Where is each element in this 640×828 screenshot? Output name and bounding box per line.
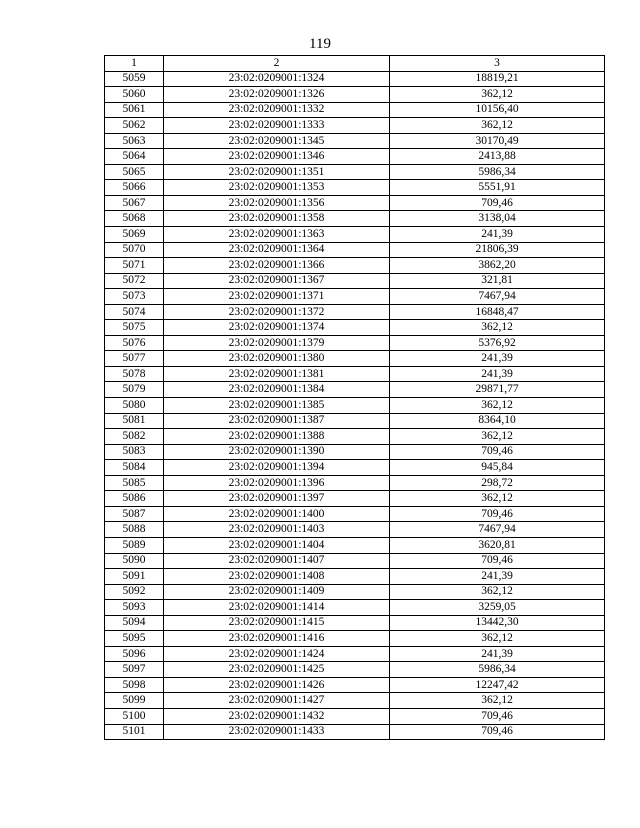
row-number-cell: 5086 bbox=[105, 491, 164, 507]
cadastral-number-cell: 23:02:0209001:1424 bbox=[164, 646, 390, 662]
table-row bbox=[105, 164, 605, 180]
table-row bbox=[105, 600, 605, 616]
table-row bbox=[105, 102, 605, 118]
table-row bbox=[105, 242, 605, 258]
row-number-cell: 5100 bbox=[105, 708, 164, 724]
table-row bbox=[105, 429, 605, 445]
value-cell: 241,39 bbox=[390, 227, 605, 243]
cadastral-number-cell: 23:02:0209001:1324 bbox=[164, 71, 390, 87]
row-number-cell: 5059 bbox=[105, 71, 164, 87]
table-row bbox=[105, 273, 605, 289]
cadastral-number-cell: 23:02:0209001:1414 bbox=[164, 600, 390, 616]
value-cell: 21806,39 bbox=[390, 242, 605, 258]
table-row bbox=[105, 491, 605, 507]
table-row bbox=[105, 631, 605, 647]
row-number-cell: 5073 bbox=[105, 289, 164, 305]
column-header-3: 3 bbox=[390, 56, 605, 72]
cadastral-number-cell: 23:02:0209001:1426 bbox=[164, 677, 390, 693]
table-row bbox=[105, 693, 605, 709]
value-cell: 3138,04 bbox=[390, 211, 605, 227]
cadastral-number-cell: 23:02:0209001:1415 bbox=[164, 615, 390, 631]
row-number-cell: 5081 bbox=[105, 413, 164, 429]
row-number-cell: 5091 bbox=[105, 569, 164, 585]
value-cell: 12247,42 bbox=[390, 677, 605, 693]
row-number-cell: 5092 bbox=[105, 584, 164, 600]
table-row bbox=[105, 413, 605, 429]
cadastral-number-cell: 23:02:0209001:1366 bbox=[164, 258, 390, 274]
value-cell: 362,12 bbox=[390, 320, 605, 336]
cadastral-number-cell: 23:02:0209001:1385 bbox=[164, 398, 390, 414]
cadastral-number-cell: 23:02:0209001:1351 bbox=[164, 164, 390, 180]
value-cell: 7467,94 bbox=[390, 522, 605, 538]
cadastral-number-cell: 23:02:0209001:1433 bbox=[164, 724, 390, 740]
row-number-cell: 5062 bbox=[105, 118, 164, 134]
row-number-cell: 5096 bbox=[105, 646, 164, 662]
table-row bbox=[105, 351, 605, 367]
column-header-1: 1 bbox=[105, 56, 164, 72]
table-header-row bbox=[105, 56, 605, 72]
cadastral-number-cell: 23:02:0209001:1380 bbox=[164, 351, 390, 367]
table-row bbox=[105, 646, 605, 662]
table-row bbox=[105, 320, 605, 336]
cadastral-number-cell: 23:02:0209001:1372 bbox=[164, 304, 390, 320]
row-number-cell: 5088 bbox=[105, 522, 164, 538]
row-number-cell: 5078 bbox=[105, 366, 164, 382]
table-row bbox=[105, 506, 605, 522]
value-cell: 945,84 bbox=[390, 460, 605, 476]
value-cell: 241,39 bbox=[390, 569, 605, 585]
cadastral-number-cell: 23:02:0209001:1432 bbox=[164, 708, 390, 724]
value-cell: 298,72 bbox=[390, 475, 605, 491]
cadastral-number-cell: 23:02:0209001:1390 bbox=[164, 444, 390, 460]
table-row bbox=[105, 118, 605, 134]
table-row bbox=[105, 180, 605, 196]
row-number-cell: 5087 bbox=[105, 506, 164, 522]
value-cell: 10156,40 bbox=[390, 102, 605, 118]
row-number-cell: 5060 bbox=[105, 87, 164, 103]
table-row bbox=[105, 662, 605, 678]
cadastral-number-cell: 23:02:0209001:1353 bbox=[164, 180, 390, 196]
row-number-cell: 5068 bbox=[105, 211, 164, 227]
cadastral-number-cell: 23:02:0209001:1427 bbox=[164, 693, 390, 709]
value-cell: 8364,10 bbox=[390, 413, 605, 429]
row-number-cell: 5063 bbox=[105, 133, 164, 149]
value-cell: 241,39 bbox=[390, 351, 605, 367]
table-row bbox=[105, 258, 605, 274]
value-cell: 709,46 bbox=[390, 724, 605, 740]
table-body bbox=[105, 71, 605, 740]
value-cell: 709,46 bbox=[390, 708, 605, 724]
cadastral-number-cell: 23:02:0209001:1356 bbox=[164, 195, 390, 211]
table-row bbox=[105, 475, 605, 491]
value-cell: 30170,49 bbox=[390, 133, 605, 149]
value-cell: 241,39 bbox=[390, 646, 605, 662]
cadastral-number-cell: 23:02:0209001:1397 bbox=[164, 491, 390, 507]
cadastral-number-cell: 23:02:0209001:1326 bbox=[164, 87, 390, 103]
row-number-cell: 5080 bbox=[105, 398, 164, 414]
table-row bbox=[105, 708, 605, 724]
value-cell: 5551,91 bbox=[390, 180, 605, 196]
value-cell: 709,46 bbox=[390, 444, 605, 460]
row-number-cell: 5094 bbox=[105, 615, 164, 631]
table-row bbox=[105, 304, 605, 320]
table-row bbox=[105, 569, 605, 585]
table-row bbox=[105, 87, 605, 103]
row-number-cell: 5099 bbox=[105, 693, 164, 709]
cadastral-number-cell: 23:02:0209001:1364 bbox=[164, 242, 390, 258]
value-cell: 709,46 bbox=[390, 506, 605, 522]
cadastral-number-cell: 23:02:0209001:1394 bbox=[164, 460, 390, 476]
cadastral-number-cell: 23:02:0209001:1408 bbox=[164, 569, 390, 585]
table-row bbox=[105, 366, 605, 382]
table-row bbox=[105, 149, 605, 165]
cadastral-number-cell: 23:02:0209001:1407 bbox=[164, 553, 390, 569]
row-number-cell: 5074 bbox=[105, 304, 164, 320]
value-cell: 13442,30 bbox=[390, 615, 605, 631]
value-cell: 5986,34 bbox=[390, 662, 605, 678]
column-header-2: 2 bbox=[164, 56, 390, 72]
cadastral-number-cell: 23:02:0209001:1333 bbox=[164, 118, 390, 134]
cadastral-number-cell: 23:02:0209001:1371 bbox=[164, 289, 390, 305]
row-number-cell: 5061 bbox=[105, 102, 164, 118]
value-cell: 362,12 bbox=[390, 398, 605, 414]
value-cell: 5986,34 bbox=[390, 164, 605, 180]
table-row bbox=[105, 553, 605, 569]
value-cell: 18819,21 bbox=[390, 71, 605, 87]
cadastral-number-cell: 23:02:0209001:1384 bbox=[164, 382, 390, 398]
row-number-cell: 5072 bbox=[105, 273, 164, 289]
page-number: 119 bbox=[309, 36, 331, 52]
table-row bbox=[105, 133, 605, 149]
table-row bbox=[105, 537, 605, 553]
value-cell: 362,12 bbox=[390, 631, 605, 647]
row-number-cell: 5089 bbox=[105, 537, 164, 553]
row-number-cell: 5075 bbox=[105, 320, 164, 336]
table-row bbox=[105, 398, 605, 414]
table-row bbox=[105, 227, 605, 243]
cadastral-number-cell: 23:02:0209001:1345 bbox=[164, 133, 390, 149]
row-number-cell: 5082 bbox=[105, 429, 164, 445]
value-cell: 321,81 bbox=[390, 273, 605, 289]
table-row bbox=[105, 460, 605, 476]
table-row bbox=[105, 615, 605, 631]
row-number-cell: 5083 bbox=[105, 444, 164, 460]
row-number-cell: 5093 bbox=[105, 600, 164, 616]
value-cell: 709,46 bbox=[390, 195, 605, 211]
table-row bbox=[105, 335, 605, 351]
table-row bbox=[105, 382, 605, 398]
value-cell: 362,12 bbox=[390, 584, 605, 600]
row-number-cell: 5101 bbox=[105, 724, 164, 740]
row-number-cell: 5067 bbox=[105, 195, 164, 211]
row-number-cell: 5085 bbox=[105, 475, 164, 491]
row-number-cell: 5084 bbox=[105, 460, 164, 476]
row-number-cell: 5064 bbox=[105, 149, 164, 165]
cadastral-number-cell: 23:02:0209001:1404 bbox=[164, 537, 390, 553]
cadastral-number-cell: 23:02:0209001:1396 bbox=[164, 475, 390, 491]
table-row bbox=[105, 195, 605, 211]
cadastral-number-cell: 23:02:0209001:1403 bbox=[164, 522, 390, 538]
row-number-cell: 5069 bbox=[105, 227, 164, 243]
table-row bbox=[105, 211, 605, 227]
value-cell: 2413,88 bbox=[390, 149, 605, 165]
value-cell: 5376,92 bbox=[390, 335, 605, 351]
value-cell: 3259,05 bbox=[390, 600, 605, 616]
table-row bbox=[105, 677, 605, 693]
cadastral-number-cell: 23:02:0209001:1358 bbox=[164, 211, 390, 227]
value-cell: 16848,47 bbox=[390, 304, 605, 320]
cadastral-number-cell: 23:02:0209001:1400 bbox=[164, 506, 390, 522]
row-number-cell: 5095 bbox=[105, 631, 164, 647]
value-cell: 362,12 bbox=[390, 87, 605, 103]
value-cell: 362,12 bbox=[390, 491, 605, 507]
value-cell: 7467,94 bbox=[390, 289, 605, 305]
cadastral-number-cell: 23:02:0209001:1387 bbox=[164, 413, 390, 429]
cadastral-number-cell: 23:02:0209001:1388 bbox=[164, 429, 390, 445]
table-row bbox=[105, 71, 605, 87]
value-cell: 362,12 bbox=[390, 693, 605, 709]
table-row bbox=[105, 522, 605, 538]
value-cell: 241,39 bbox=[390, 366, 605, 382]
cadastral-number-cell: 23:02:0209001:1379 bbox=[164, 335, 390, 351]
cadastral-number-cell: 23:02:0209001:1409 bbox=[164, 584, 390, 600]
value-cell: 3862,20 bbox=[390, 258, 605, 274]
row-number-cell: 5070 bbox=[105, 242, 164, 258]
row-number-cell: 5090 bbox=[105, 553, 164, 569]
cadastral-number-cell: 23:02:0209001:1332 bbox=[164, 102, 390, 118]
cadastral-number-cell: 23:02:0209001:1416 bbox=[164, 631, 390, 647]
value-cell: 709,46 bbox=[390, 553, 605, 569]
value-cell: 362,12 bbox=[390, 118, 605, 134]
cadastral-number-cell: 23:02:0209001:1425 bbox=[164, 662, 390, 678]
row-number-cell: 5097 bbox=[105, 662, 164, 678]
table-row bbox=[105, 289, 605, 305]
value-cell: 29871,77 bbox=[390, 382, 605, 398]
cadastral-number-cell: 23:02:0209001:1367 bbox=[164, 273, 390, 289]
data-table bbox=[104, 55, 605, 740]
row-number-cell: 5079 bbox=[105, 382, 164, 398]
row-number-cell: 5071 bbox=[105, 258, 164, 274]
cadastral-number-cell: 23:02:0209001:1381 bbox=[164, 366, 390, 382]
row-number-cell: 5065 bbox=[105, 164, 164, 180]
row-number-cell: 5066 bbox=[105, 180, 164, 196]
row-number-cell: 5076 bbox=[105, 335, 164, 351]
cadastral-number-cell: 23:02:0209001:1346 bbox=[164, 149, 390, 165]
row-number-cell: 5077 bbox=[105, 351, 164, 367]
value-cell: 362,12 bbox=[390, 429, 605, 445]
table-row bbox=[105, 584, 605, 600]
row-number-cell: 5098 bbox=[105, 677, 164, 693]
cadastral-number-cell: 23:02:0209001:1374 bbox=[164, 320, 390, 336]
table-row bbox=[105, 724, 605, 740]
table-row bbox=[105, 444, 605, 460]
value-cell: 3620,81 bbox=[390, 537, 605, 553]
cadastral-number-cell: 23:02:0209001:1363 bbox=[164, 227, 390, 243]
